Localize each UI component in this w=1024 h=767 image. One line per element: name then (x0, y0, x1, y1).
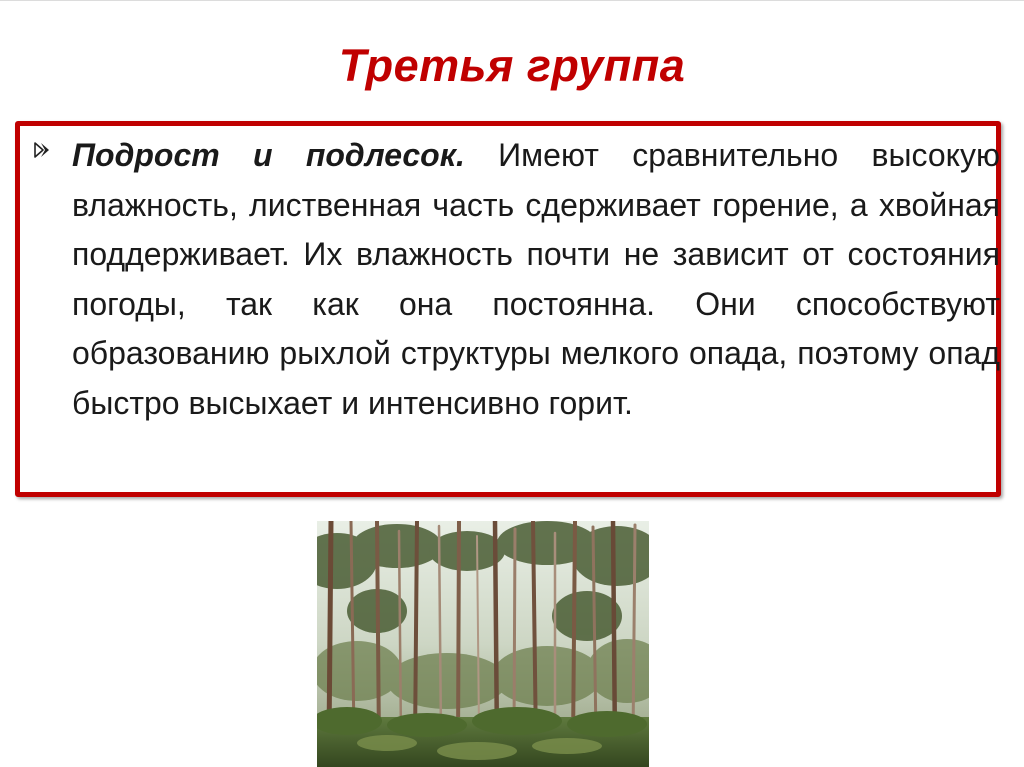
forest-photo (317, 521, 649, 767)
paragraph-body: Имеют сравнительно высокую влажность, лиственная часть сдерживает горение, а хвойная поддерживает. Их влажность почти не зависит от состояния погоды, так как она постоянна. Они способствуют образованию рыхлой структуры мелкого опада, поэтому опад быстро высыхает и интенсивно горит. (72, 137, 1001, 421)
arrow-bullet-icon (32, 140, 52, 160)
slide-title: Третья группа (338, 40, 686, 91)
body-paragraph (72, 131, 1000, 428)
text-frame (15, 121, 1001, 497)
top-divider (0, 0, 1024, 1)
paragraph-lead: Подрост и подлесок. (72, 137, 465, 173)
